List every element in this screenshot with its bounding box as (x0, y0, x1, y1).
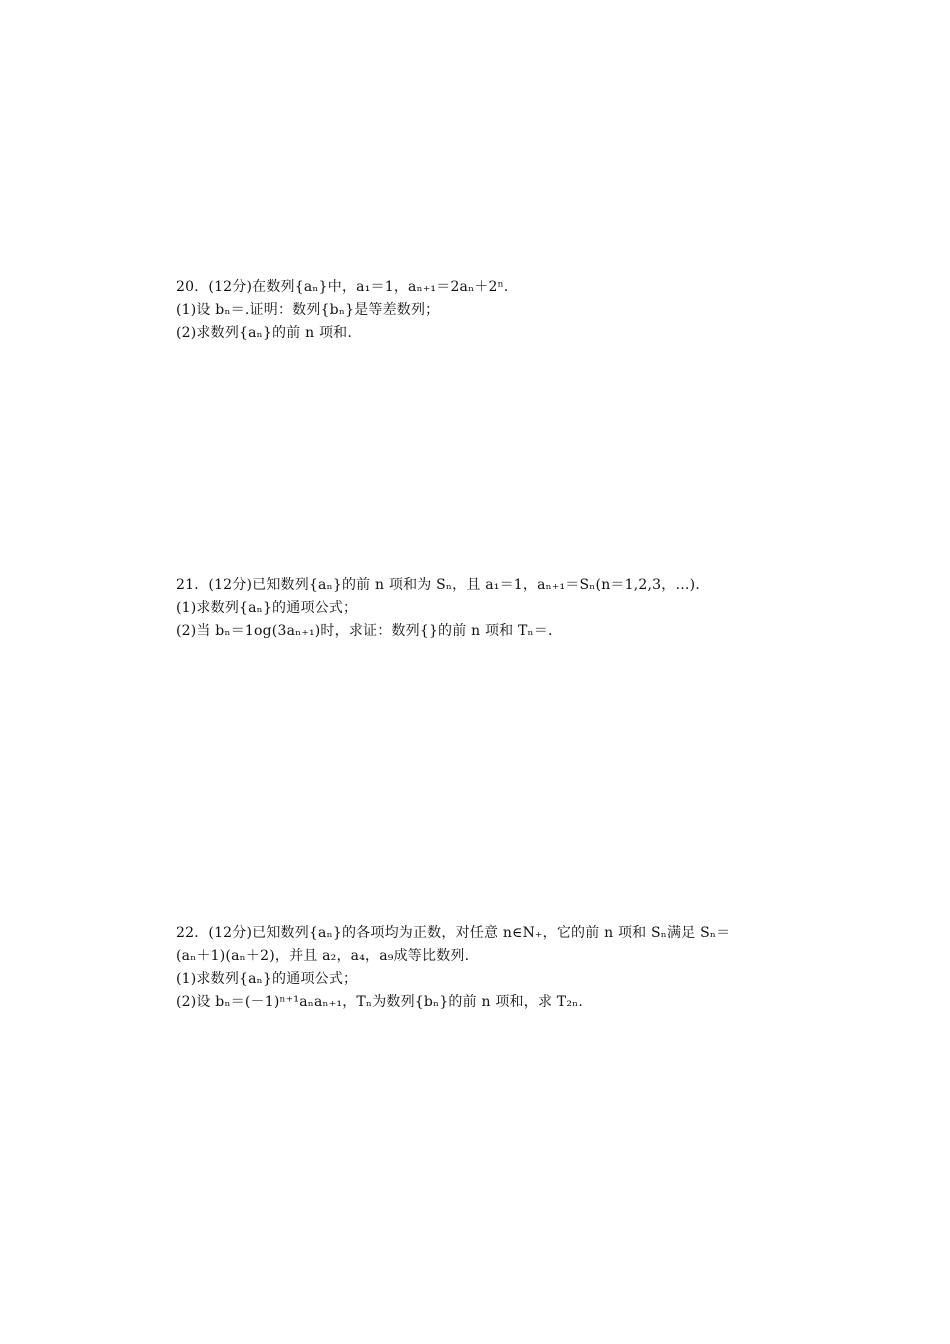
problem-22-statement-continued: (aₙ＋1)(aₙ＋2)，并且 a₂，a₄，a₉成等比数列. (176, 948, 470, 964)
problem-20-statement: 20．(12分)在数列{aₙ}中，a₁＝1，aₙ₊₁＝2aₙ＋2ⁿ. (176, 279, 509, 295)
problem-21 (176, 574, 816, 643)
problem-21-part-2: (2)当 bₙ＝1og(3aₙ₊₁)时，求证：数列{}的前 n 项和 Tₙ＝. (176, 623, 553, 639)
problem-22-part-1: (1)求数列{aₙ}的通项公式； (176, 971, 358, 987)
problem-20-part-2: (2)求数列{aₙ}的前 n 项和. (176, 325, 353, 341)
problem-21-part-1: (1)求数列{aₙ}的通项公式； (176, 600, 358, 616)
problem-21-statement: 21．(12分)已知数列{aₙ}的前 n 项和为 Sₙ，且 a₁＝1，aₙ₊₁＝Sₙ(n＝1,2,3，…)． (176, 577, 710, 593)
problem-22 (176, 922, 816, 1014)
problem-22-statement: 22．(12分)已知数列{aₙ}的各项均为正数，对任意 n∈N₊，它的前 n 项和 Sₙ满足 Sₙ＝ (176, 925, 731, 941)
problem-22-part-2: (2)设 bₙ＝(－1)ⁿ⁺¹aₙaₙ₊₁，Tₙ为数列{bₙ}的前 n 项和，求 T₂ₙ. (176, 994, 584, 1010)
problem-20-part-1: (1)设 bₙ＝.证明：数列{bₙ}是等差数列； (176, 302, 440, 318)
problem-20 (176, 276, 816, 345)
